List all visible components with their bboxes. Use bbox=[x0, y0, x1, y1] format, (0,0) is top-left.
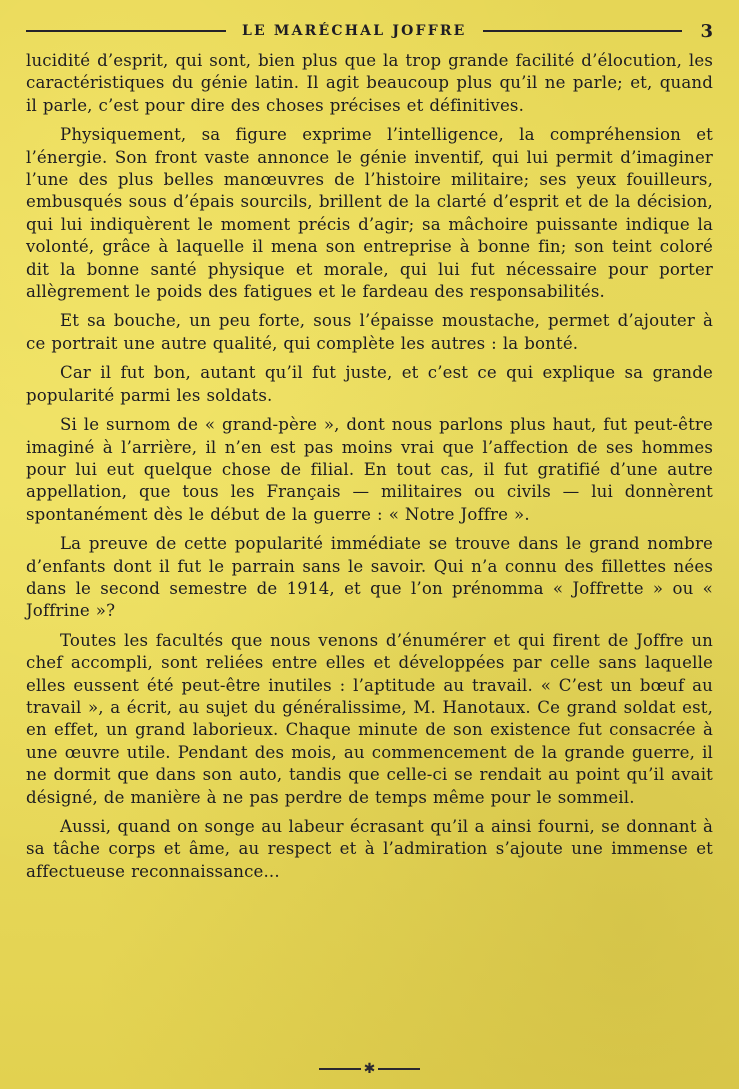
body-text bbox=[26, 50, 713, 883]
paragraph-travail: Toutes les facultés que nous venons d’énumérer et qui firent de Joffre un chef accompli, sont reliées entre elles et développées par celle sans laquelle elles eussent été peut-être inutiles : l’aptitude au travail. « C’est un bœuf au travail », a écrit, au sujet du généralissime, M. Hanotaux. Ce grand soldat est, en effet, un grand laborieux. Chaque minute de son existence fut consacrée à une œuvre utile. Pendant des mois, au commencement de la grande guerre, il ne dormit que dans son auto, tandis que celle-ci se rendait au point qu’il avait désigné, de manière à ne pas perdre de temps même pour le sommeil. bbox=[26, 630, 713, 807]
header-rule-right bbox=[483, 30, 683, 32]
ornament-line-right bbox=[378, 1068, 420, 1070]
ornament-line-left bbox=[319, 1068, 361, 1070]
running-title: LE MARÉCHAL JOFFRE bbox=[241, 23, 467, 39]
asterisk-ornament-icon: ✱ bbox=[363, 1061, 376, 1077]
paragraph-bouche: Et sa bouche, un peu forte, sous l’épaisse moustache, permet d’ajouter à ce portrait une autre qualité, qui complète les autres : la bonté. bbox=[26, 311, 713, 353]
paragraph-surnom: Si le surnom de « grand-père », dont nous parlons plus haut, fut peut-être imaginé à l’arrière, il n’en est pas moins vrai que l’affection de ses hommes pour lui eut quelque chose de filial. En tout cas, il fut gratifié d’une autre appellation, que tous les Français — militaires ou civils — lui donnèrent spontanément dès le début de la guerre : « Notre Joffre ». bbox=[26, 415, 713, 524]
running-header bbox=[26, 18, 713, 44]
paragraph-popularite: La preuve de cette popularité immédiate se trouve dans le grand nombre d’enfants dont il fut le parrain sans le savoir. Qui n’a connu des fillettes nées dans le second semestre de 1914, et que l’on prénomma « Joffrette » ou « Joffrine »? bbox=[26, 534, 713, 621]
closing-ornament bbox=[0, 1062, 739, 1076]
header-rule-left bbox=[26, 30, 226, 32]
paragraph-conclusion: Aussi, quand on songe au labeur écrasant qu’il a ainsi fourni, se donnant à sa tâche corps et âme, au respect et à l’admiration s’ajoute une immense et affectueuse reconnaissance... bbox=[26, 817, 713, 881]
paragraph-continued: lucidité d’esprit, qui sont, bien plus que la trop grande facilité d’élocution, les caractéristiques du génie latin. Il agit beaucoup plus qu’il ne parle; et, quand il parle, c’est pour dire des choses précises et définitives. bbox=[26, 51, 713, 115]
paragraph-physique: Physiquement, sa figure exprime l’intelligence, la compréhension et l’énergie. Son front vaste annonce le génie inventif, qui lui permit d’imaginer l’une des plus belles manœuvres de l’histoire militaire; ses yeux fouilleurs, embusqués sous d’épais sourcils, brillent de la clarté d’esprit et de la décision, qui lui indiquèrent le moment précis d’agir; sa mâchoire puissante indique la volonté, grâce à laquelle il mena son entreprise à bonne fin; son teint coloré dit la bonne santé physique et morale, qui lui fut nécessaire pour porter allègrement le poids des fatigues et le fardeau des responsabilités. bbox=[26, 125, 713, 302]
paragraph-bonte: Car il fut bon, autant qu’il fut juste, et c’est ce qui explique sa grande popularité parmi les soldats. bbox=[26, 363, 713, 405]
page-number: 3 bbox=[700, 20, 714, 42]
